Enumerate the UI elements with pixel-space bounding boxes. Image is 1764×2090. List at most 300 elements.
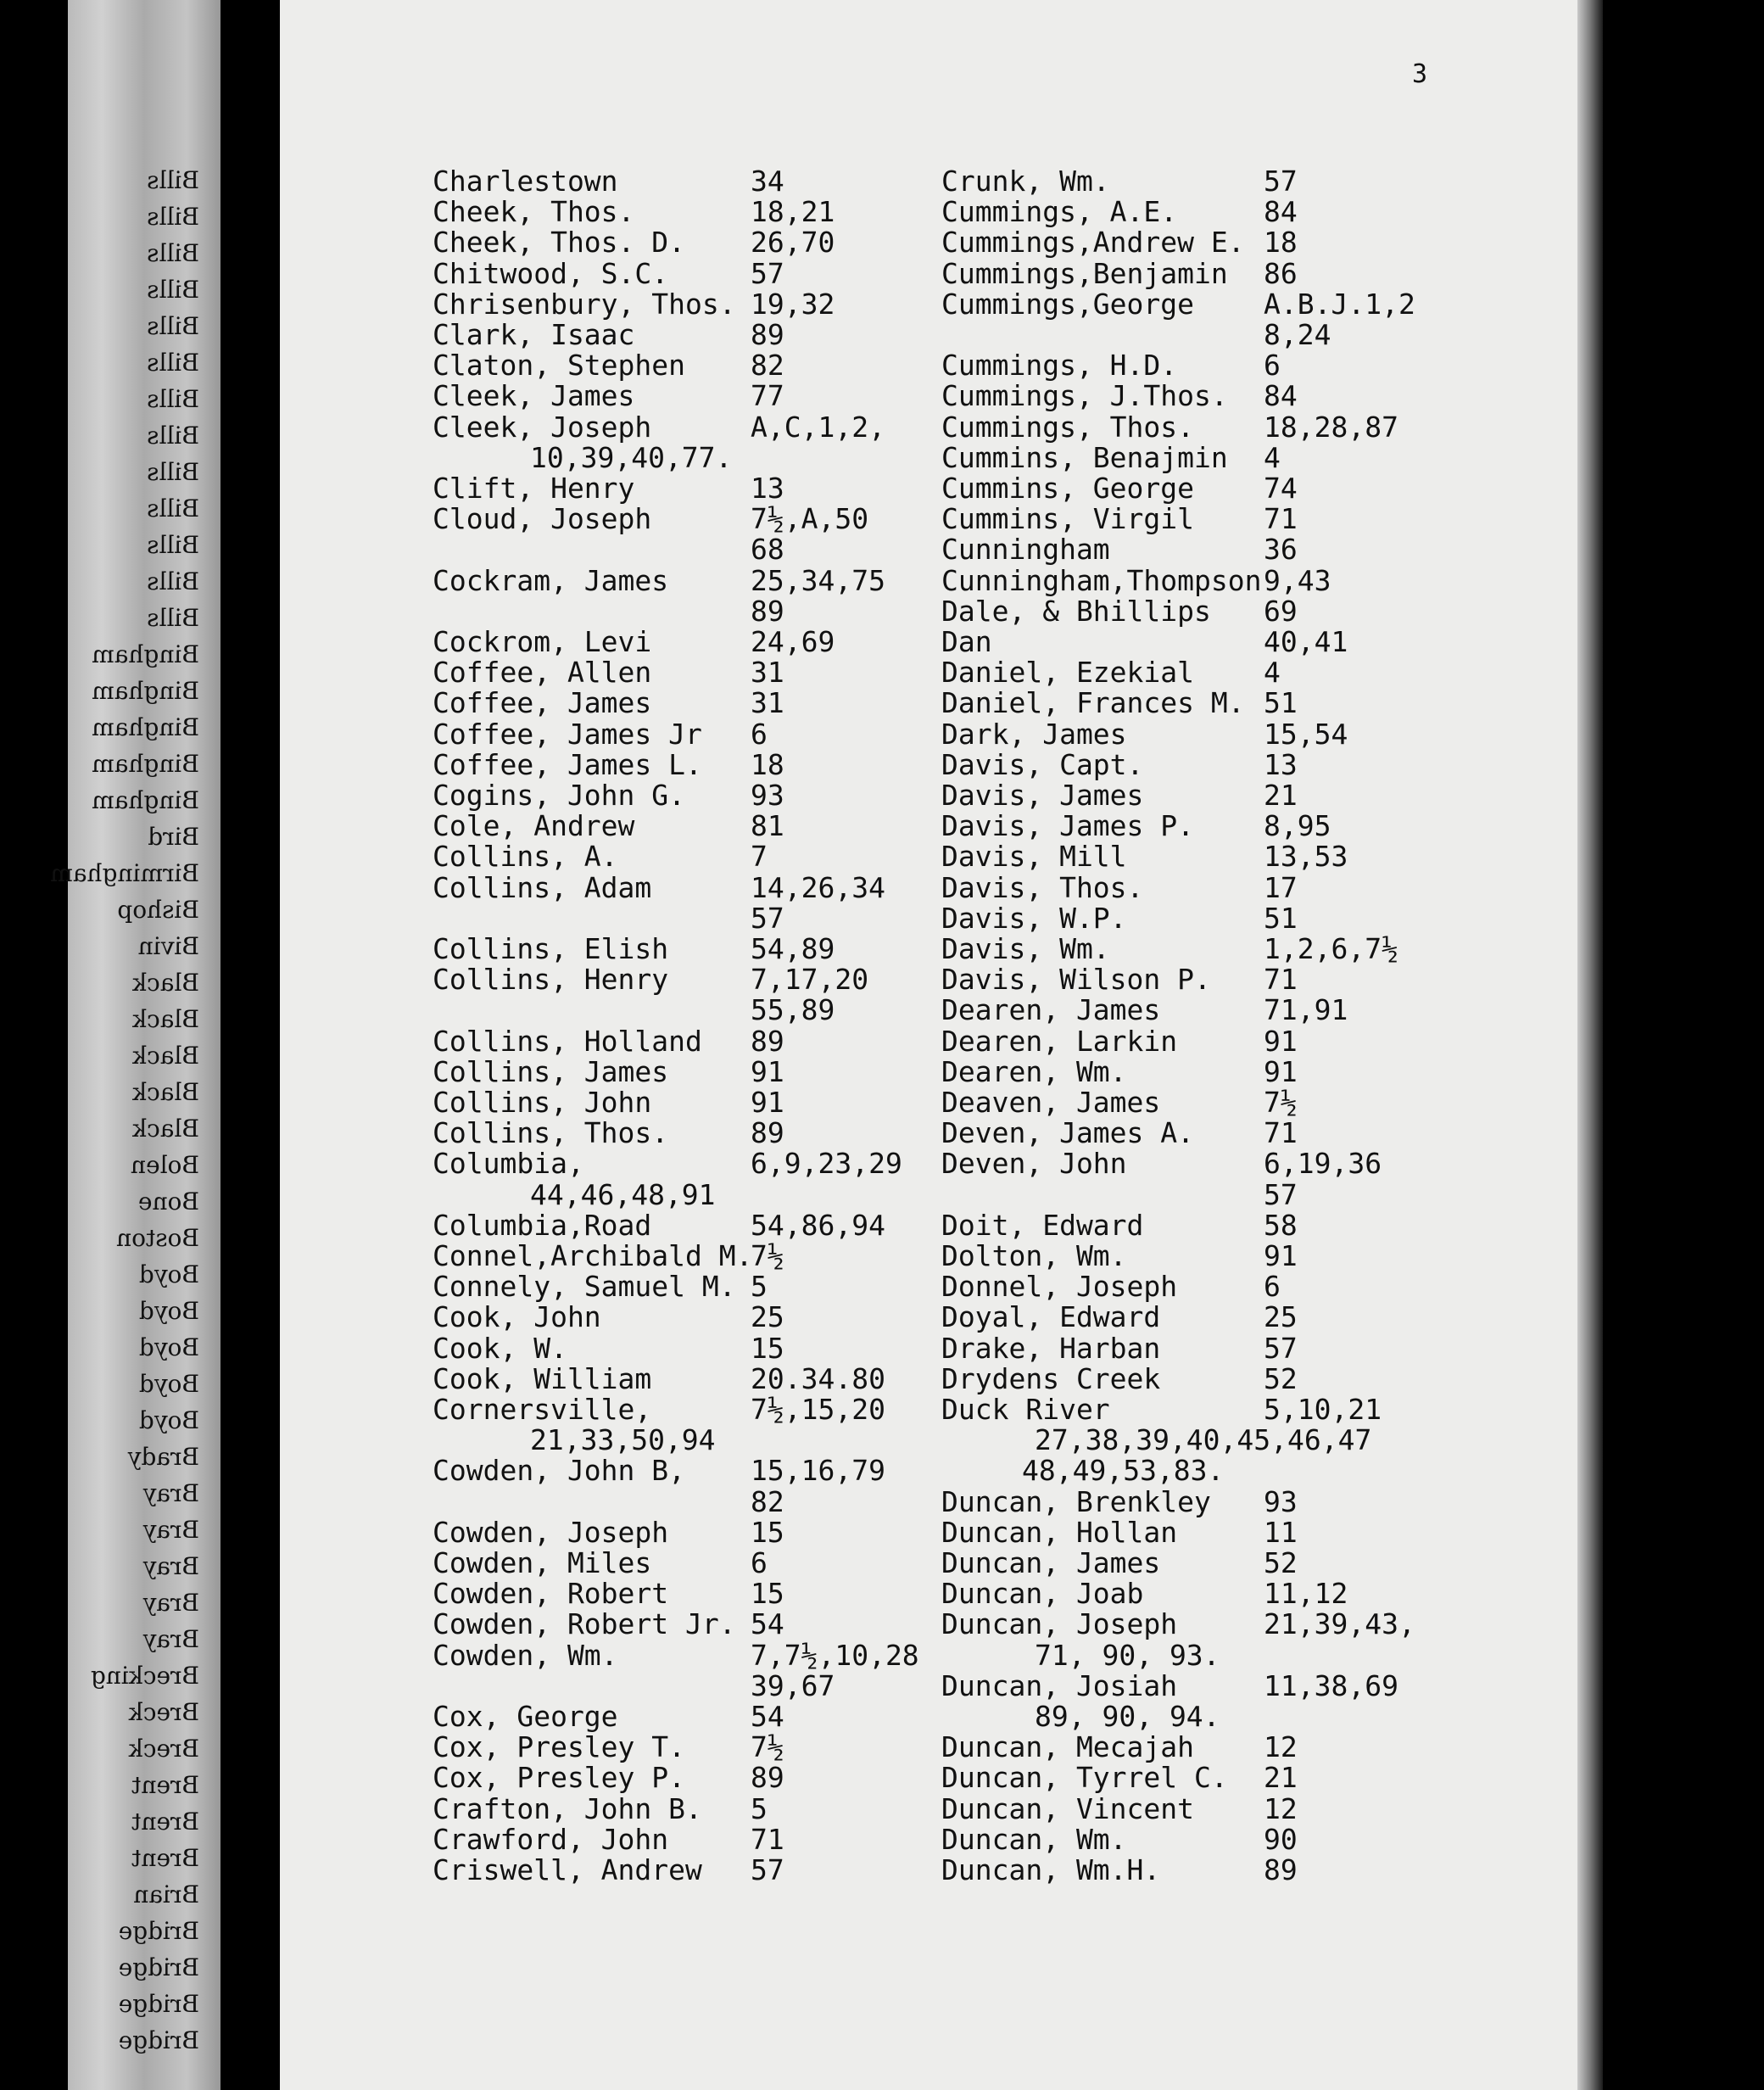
entry-pages: 15 (751, 1577, 784, 1611)
index-entry (941, 993, 1348, 1027)
entry-name: Doyal, Edward (941, 1300, 1161, 1334)
index-entry (941, 1515, 1298, 1549)
strip-word: Bills (147, 495, 199, 522)
entry-name: Claton, Stephen (433, 349, 686, 383)
entry-pages: 25,34,75 (751, 563, 885, 597)
index-entry (433, 656, 784, 690)
index-entry (941, 747, 1298, 781)
strip-word: Boyd (138, 1297, 199, 1325)
index-entry (941, 840, 1348, 874)
index-entry (433, 1546, 768, 1579)
index-entry (941, 779, 1298, 812)
index-entry (433, 1054, 784, 1088)
entry-name: Connel,Archibald M. (433, 1239, 753, 1272)
strip-word: Bivin (137, 932, 199, 960)
strip-word: Bingham (92, 713, 199, 741)
index-entry (433, 1730, 784, 1764)
entry-pages: 17 (1264, 870, 1298, 904)
strip-word: Bills (147, 276, 199, 304)
index-entry (433, 717, 768, 751)
entry-name: Charlestown (433, 165, 618, 198)
entry-name: Chrisenbury, Thos. (433, 287, 736, 321)
index-entry (433, 963, 869, 997)
entry-pages: 91 (1264, 1054, 1298, 1088)
entry-pages: 18 (751, 747, 784, 781)
entry-name: Deaven, James (941, 1086, 1161, 1119)
strip-word: Bray (142, 1589, 199, 1617)
index-entry (941, 533, 1298, 567)
entry-name: Cunningham,Thompson (941, 563, 1262, 597)
entry-pages: 12 (1264, 1730, 1298, 1764)
index-entry (941, 440, 1281, 474)
entry-name: Cowden, Joseph (433, 1515, 669, 1549)
entry-name: Crafton, John B. (433, 1791, 702, 1825)
entry-name: Drydens Creek (941, 1361, 1161, 1395)
strip-word: Bishop (117, 896, 199, 924)
entry-pages: 77 (751, 379, 784, 413)
entry-name: Collins, A. (433, 840, 618, 874)
index-entry (433, 779, 784, 812)
index-entry (941, 1300, 1298, 1334)
entry-pages: 7½ (1264, 1086, 1298, 1119)
index-entry (433, 1086, 784, 1119)
entry-pages: 84 (1264, 195, 1298, 229)
entry-pages: 11 (1264, 1515, 1298, 1549)
index-entry (941, 1147, 1382, 1181)
strip-word: Bills (147, 349, 199, 377)
entry-pages: 71 (1264, 1116, 1298, 1150)
entry-pages-continued: 48,49,53,83. (1022, 1454, 1225, 1488)
index-entry (941, 1331, 1298, 1365)
strip-word: Bingham (92, 640, 199, 668)
entry-name: Duncan, Hollan (941, 1515, 1178, 1549)
entry-name: Davis, Wm. (941, 932, 1110, 965)
entry-pages: 18 (1264, 226, 1298, 260)
entry-name: Dark, James (941, 717, 1127, 751)
entry-pages: 40,41 (1264, 625, 1348, 658)
strip-word: Black (132, 1042, 199, 1070)
entry-pages: 93 (1264, 1484, 1298, 1518)
entry-pages: 71 (1264, 502, 1298, 536)
entry-pages: 57 (1264, 165, 1298, 198)
entry-name: Cummings,Benjamin (941, 256, 1228, 290)
index-entry (941, 1361, 1298, 1395)
index-entry (941, 563, 1331, 597)
entry-pages: 18,28,87 (1264, 410, 1398, 444)
entry-pages-continued: 71, 90, 93. (1035, 1638, 1220, 1672)
entry-name: Daniel, Frances M. (941, 686, 1245, 720)
entry-name: Davis, Thos. (941, 870, 1144, 904)
strip-word: Boyd (138, 1406, 199, 1434)
index-entry (433, 625, 835, 658)
entry-pages: 89 (751, 1024, 784, 1058)
index-entry (433, 1116, 784, 1150)
strip-word: Bridge (118, 1953, 199, 1981)
entry-name: Dearen, Larkin (941, 1024, 1178, 1058)
entry-pages: 89 (751, 1761, 784, 1795)
strip-word: Bills (147, 531, 199, 559)
index-entry (433, 287, 835, 321)
entry-name: Donnel, Joseph (941, 1270, 1178, 1304)
entry-name: Collins, James (433, 1054, 669, 1088)
index-entry (941, 349, 1281, 383)
entry-pages: 15 (751, 1515, 784, 1549)
entry-name: Duncan, Joseph (941, 1607, 1178, 1641)
index-entry (433, 1853, 784, 1886)
index-entry (941, 1393, 1382, 1426)
strip-word: Bray (142, 1625, 199, 1653)
index-entry (433, 502, 869, 536)
entry-name: Cockrom, Levi (433, 625, 652, 658)
page-edge-shadow (1577, 0, 1603, 2090)
entry-pages: 90 (1264, 1822, 1298, 1856)
entry-pages: 81 (751, 809, 784, 843)
entry-pages: 57 (751, 256, 784, 290)
entry-pages: 91 (751, 1054, 784, 1088)
index-entry (941, 1054, 1298, 1088)
strip-word: Birmingham (50, 859, 199, 887)
index-entry (433, 472, 784, 505)
entry-name: Cole, Andrew (433, 809, 635, 843)
index-entry (941, 1791, 1298, 1825)
entry-pages: 36 (1264, 533, 1298, 567)
entry-pages: 34 (751, 165, 784, 198)
entry-name: Clift, Henry (433, 472, 635, 505)
index-entry (433, 1270, 768, 1304)
entry-pages: A.B.J.1,2 (1264, 287, 1415, 321)
entry-pages: 5,10,21 (1264, 1393, 1382, 1426)
entry-pages: 54,89 (751, 932, 835, 965)
index-entry (433, 318, 784, 351)
index-entry (433, 1300, 784, 1334)
strip-word: Black (132, 1115, 199, 1143)
entry-name: Doit, Edward (941, 1208, 1144, 1242)
entry-pages: 5 (751, 1270, 768, 1304)
entry-pages: 6,19,36 (1264, 1147, 1382, 1181)
strip-word: Bills (147, 458, 199, 486)
index-entry (433, 809, 784, 843)
entry-pages: 14,26,34 (751, 870, 885, 904)
index-entry (941, 379, 1298, 413)
entry-name: Collins, Holland (433, 1024, 702, 1058)
entry-pages: 24,69 (751, 625, 835, 658)
entry-pages: 15 (751, 1331, 784, 1365)
entry-name: Cummins, George (941, 472, 1195, 505)
entry-pages: A,C,1,2, (751, 410, 885, 444)
entry-pages-continued: 44,46,48,91 (530, 1177, 716, 1211)
entry-pages: 7,7½,10,28 (751, 1638, 919, 1672)
strip-word: Brent (131, 1771, 199, 1799)
index-entry (433, 686, 784, 720)
entry-pages: 71 (1264, 963, 1298, 997)
entry-pages: 4 (1264, 440, 1281, 474)
entry-pages: 19,32 (751, 287, 835, 321)
entry-name: Cummings, A.E. (941, 195, 1178, 229)
index-entry (433, 1239, 784, 1272)
entry-pages: 58 (1264, 1208, 1298, 1242)
index-entry (433, 165, 784, 198)
entry-pages-continued: 89, 90, 94. (1035, 1700, 1220, 1733)
entry-pages-continued: 8,24 (1264, 318, 1331, 351)
entry-pages: 51 (1264, 901, 1298, 935)
index-entry (941, 472, 1298, 505)
entry-name: Cowden, John B, (433, 1454, 686, 1488)
index-entry (941, 1024, 1298, 1058)
entry-pages: 6 (751, 1546, 768, 1579)
entry-pages: 89 (1264, 1853, 1298, 1886)
index-entry (941, 1116, 1298, 1150)
strip-word: Bingham (92, 677, 199, 705)
entry-pages: 57 (1264, 1331, 1298, 1365)
index-entry (433, 349, 784, 383)
entry-pages: 89 (751, 1116, 784, 1150)
index-entry (941, 656, 1281, 690)
entry-pages: 25 (1264, 1300, 1298, 1334)
strip-word: Breck (128, 1735, 199, 1763)
entry-name: Dolton, Wm. (941, 1239, 1127, 1272)
index-entry (433, 747, 784, 781)
entry-pages: 15,16,79 (751, 1454, 885, 1488)
index-entry (433, 256, 784, 290)
entry-name: Duncan, Wm. (941, 1822, 1127, 1856)
index-entry (941, 1822, 1298, 1856)
strip-word: Black (132, 1078, 199, 1106)
index-entry (941, 963, 1298, 997)
entry-name: Davis, W.P. (941, 901, 1127, 935)
entry-name: Cook, John (433, 1300, 601, 1334)
entry-pages-continued: 21,33,50,94 (530, 1423, 716, 1457)
entry-name: Cowden, Robert (433, 1577, 669, 1611)
index-entry (433, 1700, 784, 1733)
index-entry (433, 195, 835, 229)
entry-name: Cummings,George (941, 287, 1195, 321)
index-entry (433, 1331, 784, 1365)
entry-name: Davis, James (941, 779, 1144, 812)
entry-name: Duncan, James (941, 1546, 1161, 1579)
entry-pages: 7,17,20 (751, 963, 869, 997)
index-entry (941, 226, 1298, 260)
entry-name: Collins, Elish (433, 932, 669, 965)
entry-pages: 71 (751, 1822, 784, 1856)
entry-name: Cheek, Thos. (433, 195, 635, 229)
entry-pages: 4 (1264, 656, 1281, 690)
strip-word: Black (132, 969, 199, 997)
entry-pages: 6 (1264, 349, 1281, 383)
index-entry (433, 1361, 885, 1395)
index-entry (433, 840, 768, 874)
index-entry (941, 625, 1348, 658)
entry-pages: 93 (751, 779, 784, 812)
index-entry (941, 1761, 1298, 1795)
entry-pages: 52 (1264, 1546, 1298, 1579)
strip-word: Bills (147, 567, 199, 595)
entry-name: Cornersville, (433, 1393, 652, 1426)
entry-pages: 1,2,6,7½ (1264, 932, 1398, 965)
entry-pages-continued: 27,38,39,40,45,46,47 (1035, 1423, 1372, 1457)
index-entry (941, 502, 1298, 536)
index-entry (941, 901, 1298, 935)
index-entry (941, 1484, 1298, 1518)
index-entry (433, 1208, 885, 1242)
entry-name: Cox, Presley T. (433, 1730, 686, 1764)
entry-name: Cook, W. (433, 1331, 567, 1365)
entry-name: Cummins, Virgil (941, 502, 1195, 536)
entry-pages: 91 (751, 1086, 784, 1119)
entry-name: Columbia,Road (433, 1208, 652, 1242)
index-entry (433, 1607, 784, 1641)
entry-pages: 21 (1264, 1761, 1298, 1795)
strip-word: Brent (131, 1844, 199, 1872)
entry-pages-continued: 82 (751, 1484, 784, 1518)
entry-pages: 86 (1264, 256, 1298, 290)
index-entry (433, 1577, 784, 1611)
entry-name: Collins, John (433, 1086, 652, 1119)
entry-pages: 13 (1264, 747, 1298, 781)
entry-name: Davis, James P. (941, 809, 1195, 843)
entry-pages: 13,53 (1264, 840, 1348, 874)
index-entry (941, 717, 1348, 751)
entry-pages: 91 (1264, 1239, 1298, 1272)
index-entry (941, 594, 1298, 628)
page-number: 3 (1412, 59, 1428, 89)
entry-name: Cummins, Benajmin (941, 440, 1228, 474)
entry-name: Cummings,Andrew E. (941, 226, 1245, 260)
index-entry (433, 932, 835, 965)
entry-name: Deven, John (941, 1147, 1127, 1181)
strip-word: Boston (116, 1224, 199, 1252)
entry-pages: 84 (1264, 379, 1298, 413)
entry-pages: 15,54 (1264, 717, 1348, 751)
index-entry (941, 1607, 1415, 1641)
strip-word: Bridge (118, 2026, 199, 2054)
entry-pages: 54 (751, 1700, 784, 1733)
index-entry (941, 1239, 1298, 1272)
strip-word: Bills (147, 239, 199, 267)
index-entry (941, 1577, 1348, 1611)
entry-name: Cogins, John G. (433, 779, 686, 812)
index-entry (433, 379, 784, 413)
index-entry (433, 1638, 919, 1672)
strip-word: Bills (147, 422, 199, 450)
entry-name: Duncan, Vincent (941, 1791, 1195, 1825)
entry-name: Drake, Harban (941, 1331, 1161, 1365)
entry-pages: 8,95 (1264, 809, 1331, 843)
entry-pages: 11,38,69 (1264, 1668, 1398, 1702)
entry-pages-continued: 68 (751, 533, 784, 567)
entry-name: Criswell, Andrew (433, 1853, 702, 1886)
index-entry (941, 1208, 1298, 1242)
entry-name: Dearen, Wm. (941, 1054, 1127, 1088)
strip-word: Bills (147, 604, 199, 632)
strip-word: Bills (147, 312, 199, 340)
entry-pages: 7½,15,20 (751, 1393, 885, 1426)
index-entry (433, 563, 885, 597)
entry-name: Cheek, Thos. D. (433, 226, 686, 260)
entry-pages: 54 (751, 1607, 784, 1641)
strip-word: Bills (147, 166, 199, 194)
entry-pages: 6,9,23,29 (751, 1147, 902, 1181)
index-entry (433, 870, 885, 904)
entry-name: Cummings, Thos. (941, 410, 1195, 444)
entry-pages: 21,39,43, (1264, 1607, 1415, 1641)
strip-word: Bridge (118, 1917, 199, 1945)
entry-pages: 52 (1264, 1361, 1298, 1395)
entry-pages: 18,21 (751, 195, 835, 229)
entry-pages-continued: 10,39,40,77. (530, 440, 733, 474)
strip-word: Boyd (138, 1370, 199, 1398)
entry-name: Duncan, Joab (941, 1577, 1144, 1611)
entry-name: Clark, Isaac (433, 318, 635, 351)
entry-pages: 6 (1264, 1270, 1281, 1304)
entry-name: Coffee, James (433, 686, 652, 720)
index-entry (433, 1454, 885, 1488)
entry-name: Chitwood, S.C. (433, 256, 669, 290)
entry-pages: 69 (1264, 594, 1298, 628)
index-entry (941, 1730, 1298, 1764)
strip-word: Breck (128, 1698, 199, 1726)
entry-pages: 7½ (751, 1239, 784, 1272)
index-entry (941, 1668, 1398, 1702)
entry-name: Cook, William (433, 1361, 652, 1395)
entry-name: Cowden, Robert Jr. (433, 1607, 736, 1641)
index-entry (941, 1270, 1281, 1304)
entry-name: Davis, Wilson P. (941, 963, 1211, 997)
entry-name: Crawford, John (433, 1822, 669, 1856)
index-entry (433, 1791, 768, 1825)
strip-word: Brady (127, 1443, 199, 1471)
entry-pages-continued: 57 (1264, 1177, 1298, 1211)
entry-name: Cummings, H.D. (941, 349, 1178, 383)
index-entry (941, 932, 1398, 965)
entry-pages: 7½ (751, 1730, 784, 1764)
index-entry (941, 165, 1298, 198)
index-entry (433, 1393, 885, 1426)
entry-name: Cloud, Joseph (433, 502, 652, 536)
entry-pages: 82 (751, 349, 784, 383)
entry-name: Cox, Presley P. (433, 1761, 686, 1795)
entry-pages: 89 (751, 318, 784, 351)
entry-name: Daniel, Ezekial (941, 656, 1195, 690)
entry-name: Columbia, (433, 1147, 584, 1181)
entry-name: Connely, Samuel M. (433, 1270, 736, 1304)
entry-name: Collins, Adam (433, 870, 652, 904)
index-entry (941, 1853, 1298, 1886)
entry-pages-continued: 89 (751, 594, 784, 628)
entry-name: Coffee, Allen (433, 656, 652, 690)
index-entry (433, 410, 885, 444)
strip-word: Bingham (92, 750, 199, 778)
entry-pages: 91 (1264, 1024, 1298, 1058)
index-entry (433, 1515, 784, 1549)
entry-name: Duncan, Wm.H. (941, 1853, 1161, 1886)
strip-word: Black (132, 1005, 199, 1033)
index-entry (941, 1086, 1298, 1119)
entry-name: Davis, Mill (941, 840, 1127, 874)
entry-name: Duncan, Mecajah (941, 1730, 1195, 1764)
entry-pages: 11,12 (1264, 1577, 1348, 1611)
entry-pages: 71,91 (1264, 993, 1348, 1027)
index-entry (941, 686, 1298, 720)
entry-name: Dan (941, 625, 992, 658)
entry-name: Cleek, James (433, 379, 635, 413)
entry-name: Coffee, James Jr (433, 717, 702, 751)
entry-name: Cunningham (941, 533, 1110, 567)
entry-pages: 31 (751, 686, 784, 720)
entry-name: Dale, & Bhillips (941, 594, 1211, 628)
strip-word: Bridge (118, 1990, 199, 2018)
entry-name: Duncan, Tyrrel C. (941, 1761, 1228, 1795)
entry-name: Cummings, J.Thos. (941, 379, 1228, 413)
